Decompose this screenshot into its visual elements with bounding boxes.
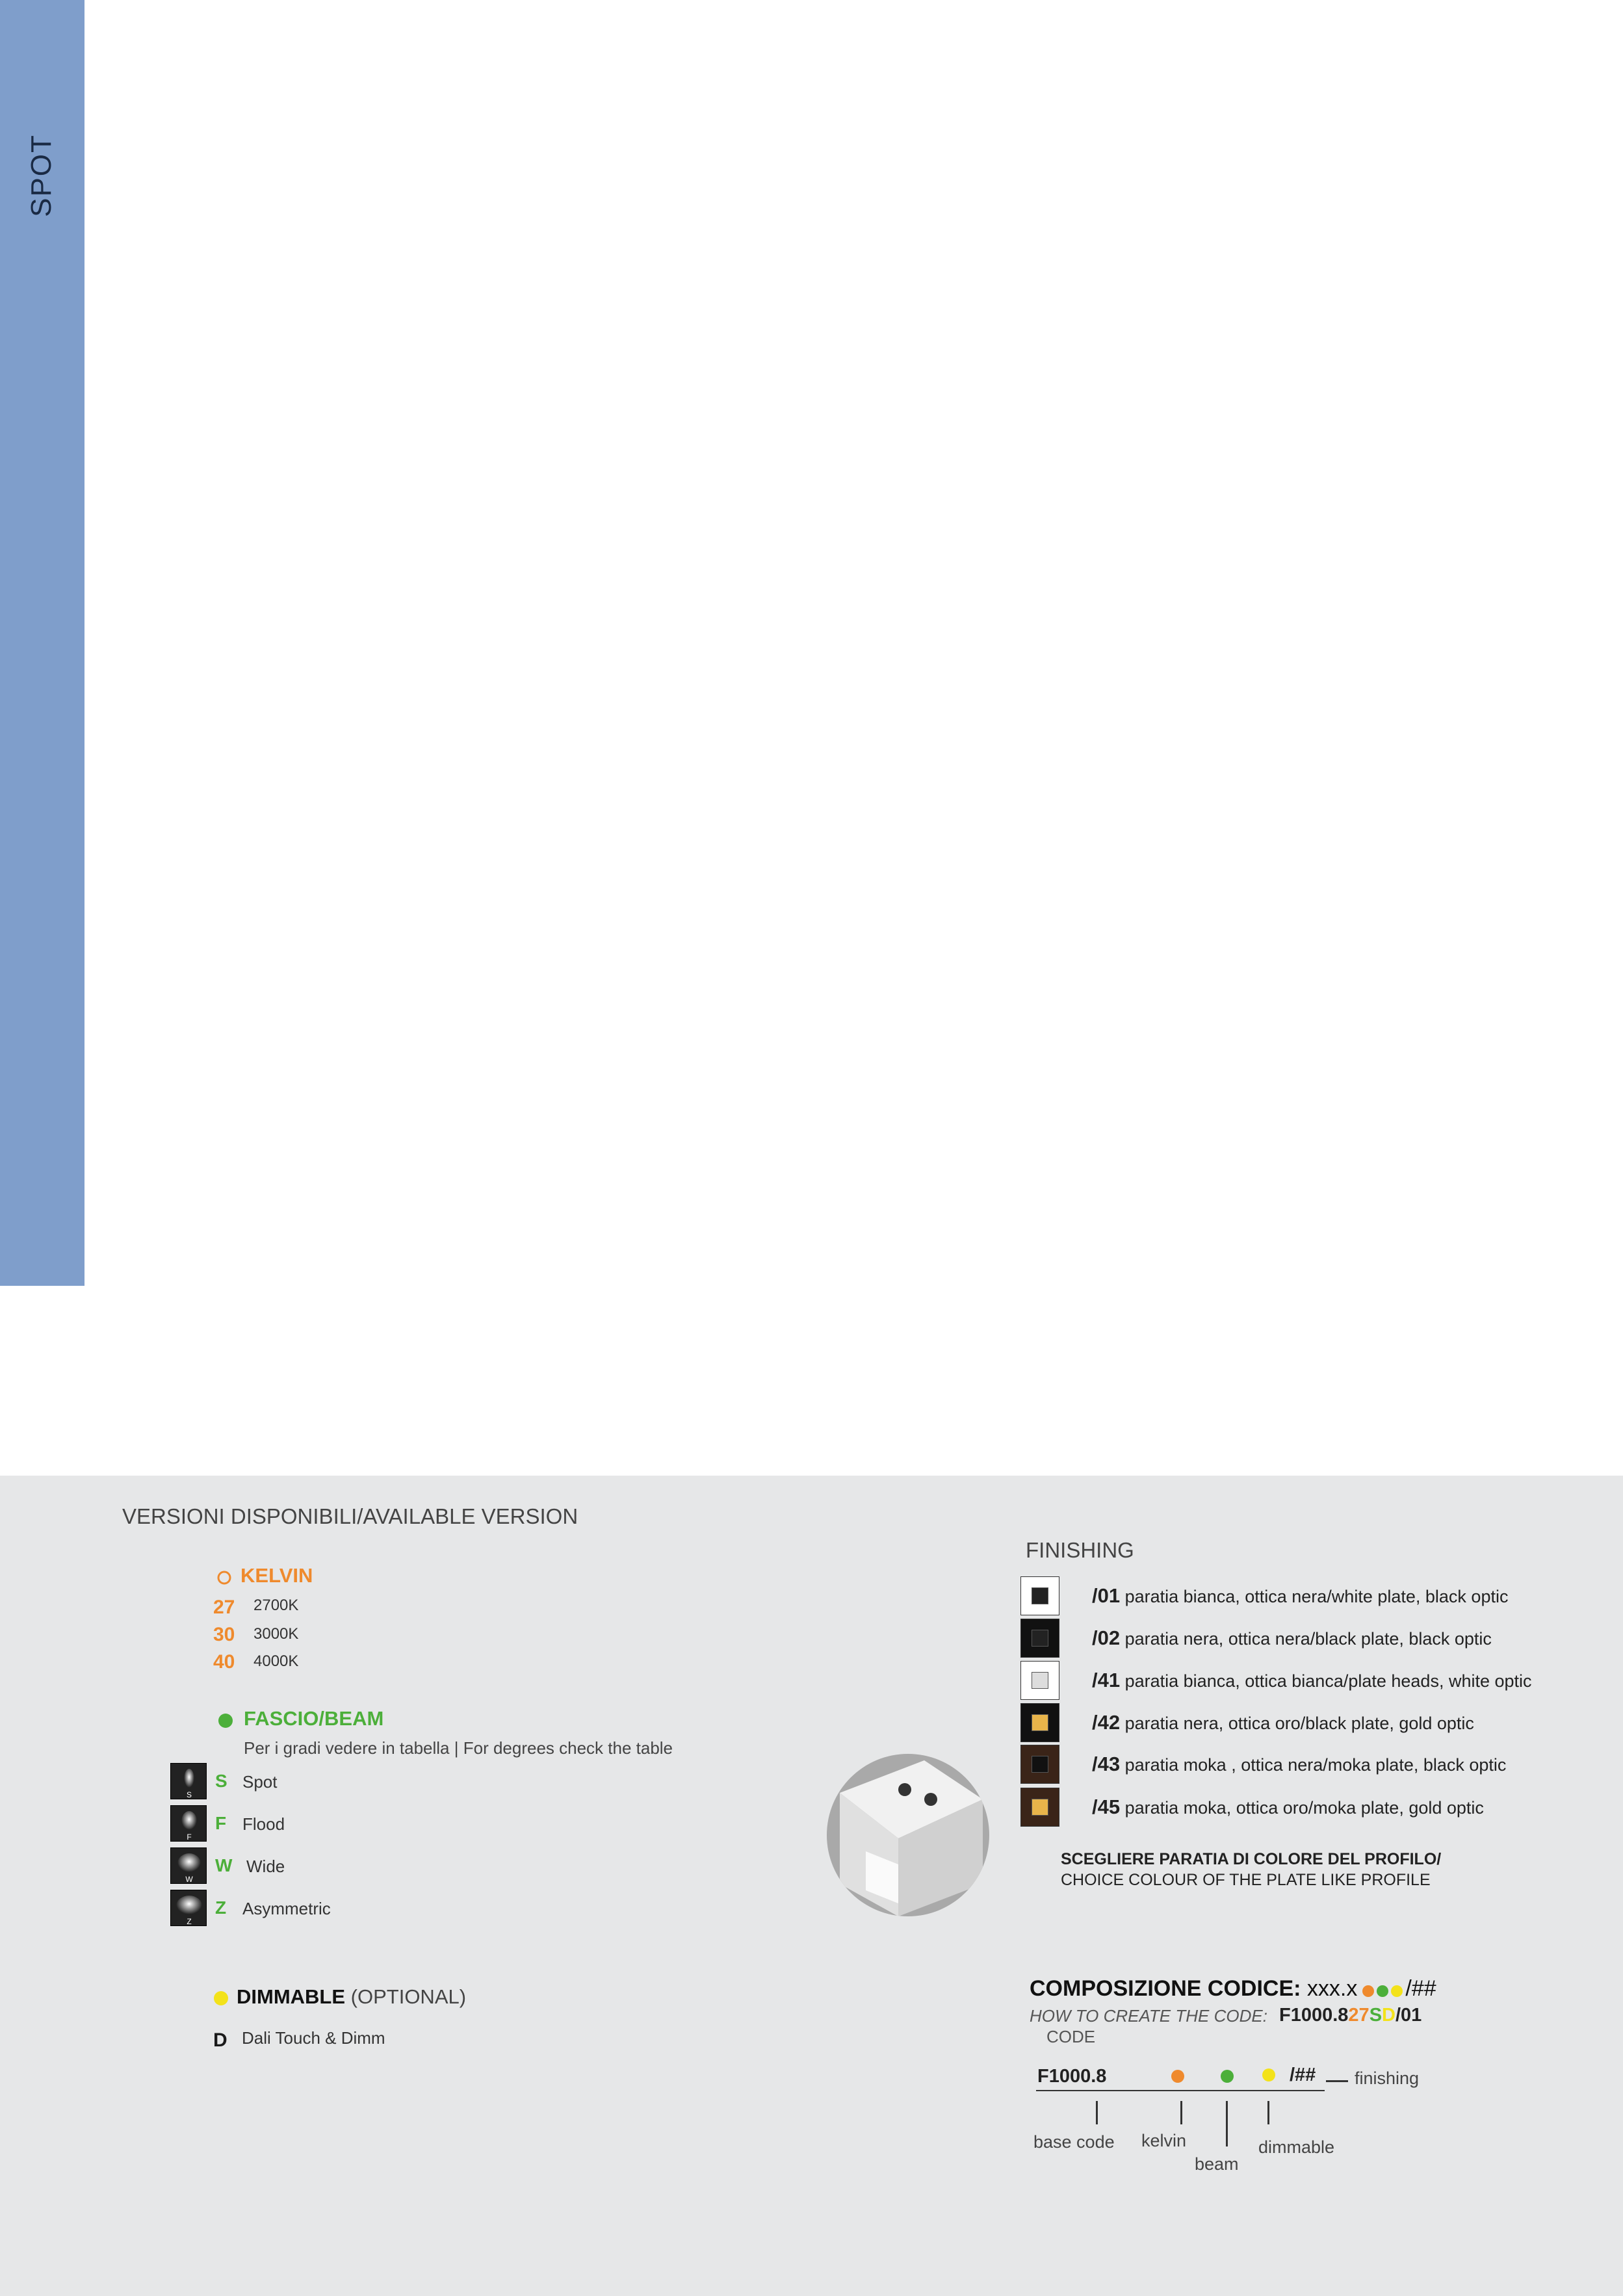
finishing-item: /41 paratia bianca, ottica bianca/plate heads, white optic xyxy=(1092,1669,1532,1691)
beam-letter: F xyxy=(215,1813,227,1833)
dimmable-label: Dali Touch & Dimm xyxy=(242,2028,385,2048)
kelvin-label: 4000K xyxy=(253,1652,299,1670)
svg-text:Z: Z xyxy=(187,1917,192,1926)
finishing-swatch xyxy=(1020,1788,1059,1827)
composition-code-word: CODE xyxy=(1046,2027,1096,2046)
versions-panel xyxy=(0,1476,1623,2296)
finishing-swatch xyxy=(1020,1661,1059,1700)
svg-text:W: W xyxy=(185,1875,193,1884)
label-kelvin: kelvin xyxy=(1141,2131,1187,2150)
beam-letter: W xyxy=(215,1855,233,1875)
kelvin-code: 40 xyxy=(213,1651,235,1673)
finishing-title: FINISHING xyxy=(1026,1538,1134,1562)
versions-title: VERSIONI DISPONIBILI/AVAILABLE VERSION xyxy=(122,1504,578,1528)
finishing-item: /01 paratia bianca, ottica nera/white plate, black optic xyxy=(1092,1584,1509,1607)
composition-howto: HOW TO CREATE THE CODE: xyxy=(1030,2006,1267,2026)
beam-subtitle: Per i gradi vedere in tabella | For degrees check the table xyxy=(244,1738,673,1758)
label-base-code: base code xyxy=(1033,2132,1115,2152)
finishing-item: /42 paratia nera, ottica oro/black plate, gold optic xyxy=(1092,1711,1474,1734)
composition-base: F1000.8 xyxy=(1037,2066,1107,2087)
beam-title: FASCIO/BEAM xyxy=(244,1707,384,1730)
kelvin-ring-icon xyxy=(216,1569,233,1586)
finishing-swatch xyxy=(1020,1745,1059,1784)
choose-plate-en: CHOICE COLOUR OF THE PLATE LIKE PROFILE xyxy=(1061,1871,1431,1889)
connector-line xyxy=(1180,2101,1182,2124)
kelvin-code: 27 xyxy=(213,1597,235,1618)
beam-label: Wide xyxy=(246,1857,285,1876)
dimmable-dot-icon xyxy=(1261,2067,1277,2083)
beam-z-icon xyxy=(170,1890,207,1926)
dimmable-title: DIMMABLE (OPTIONAL) xyxy=(237,1985,467,2008)
dimmable-letter: D xyxy=(213,2029,227,2051)
finishing-swatch xyxy=(1020,1576,1059,1615)
sidebar xyxy=(0,0,84,1286)
beam-f-icon xyxy=(170,1805,207,1842)
kelvin-label: 3000K xyxy=(253,1625,299,1643)
choose-plate-it: SCEGLIERE PARATIA DI COLORE DEL PROFILO/ xyxy=(1061,1850,1442,1868)
beam-letter: S xyxy=(215,1771,227,1791)
beam-label: Flood xyxy=(242,1814,285,1834)
beam-w-icon xyxy=(170,1847,207,1884)
connector-line xyxy=(1096,2101,1098,2124)
label-dimmable: dimmable xyxy=(1258,2137,1335,2157)
detail-photo xyxy=(827,1754,989,1916)
beam-letter: Z xyxy=(215,1898,227,1918)
finishing-item: /02 paratia nera, ottica nera/black plate, black optic xyxy=(1092,1626,1492,1649)
finishing-swatch xyxy=(1020,1703,1059,1742)
beam-s-icon xyxy=(170,1763,207,1799)
beam-dot-icon xyxy=(1219,2068,1235,2084)
composition-underline xyxy=(1036,2090,1325,2091)
kelvin-dot-icon xyxy=(1170,2068,1186,2084)
sidebar-label: SPOT xyxy=(25,134,57,217)
connector-line xyxy=(1226,2101,1228,2146)
composition-title: COMPOSIZIONE CODICE: xxx.x /## xyxy=(1030,1976,1436,2001)
composition-example: F1000.827SD/01 xyxy=(1279,2005,1422,2026)
finishing-dash xyxy=(1326,2080,1348,2082)
label-beam: beam xyxy=(1195,2154,1239,2174)
finishing-swatch xyxy=(1020,1619,1059,1658)
beam-label: Spot xyxy=(242,1772,278,1792)
beam-label: Asymmetric xyxy=(242,1899,331,1918)
kelvin-code: 30 xyxy=(213,1624,235,1645)
finishing-item: /43 paratia moka , ottica nera/moka plate, black optic xyxy=(1092,1753,1507,1775)
dimmable-dot-icon xyxy=(213,1990,229,2007)
kelvin-title: KELVIN xyxy=(240,1564,313,1587)
connector-line xyxy=(1267,2101,1269,2124)
svg-text:F: F xyxy=(187,1833,192,1842)
finishing-item: /45 paratia moka, ottica oro/moka plate, gold optic xyxy=(1092,1795,1484,1818)
beam-dot-icon xyxy=(217,1712,234,1729)
kelvin-label: 2700K xyxy=(253,1597,299,1614)
composition-suffix: /## xyxy=(1290,2065,1316,2085)
label-finishing: finishing xyxy=(1355,2068,1420,2088)
svg-text:S: S xyxy=(186,1790,192,1799)
